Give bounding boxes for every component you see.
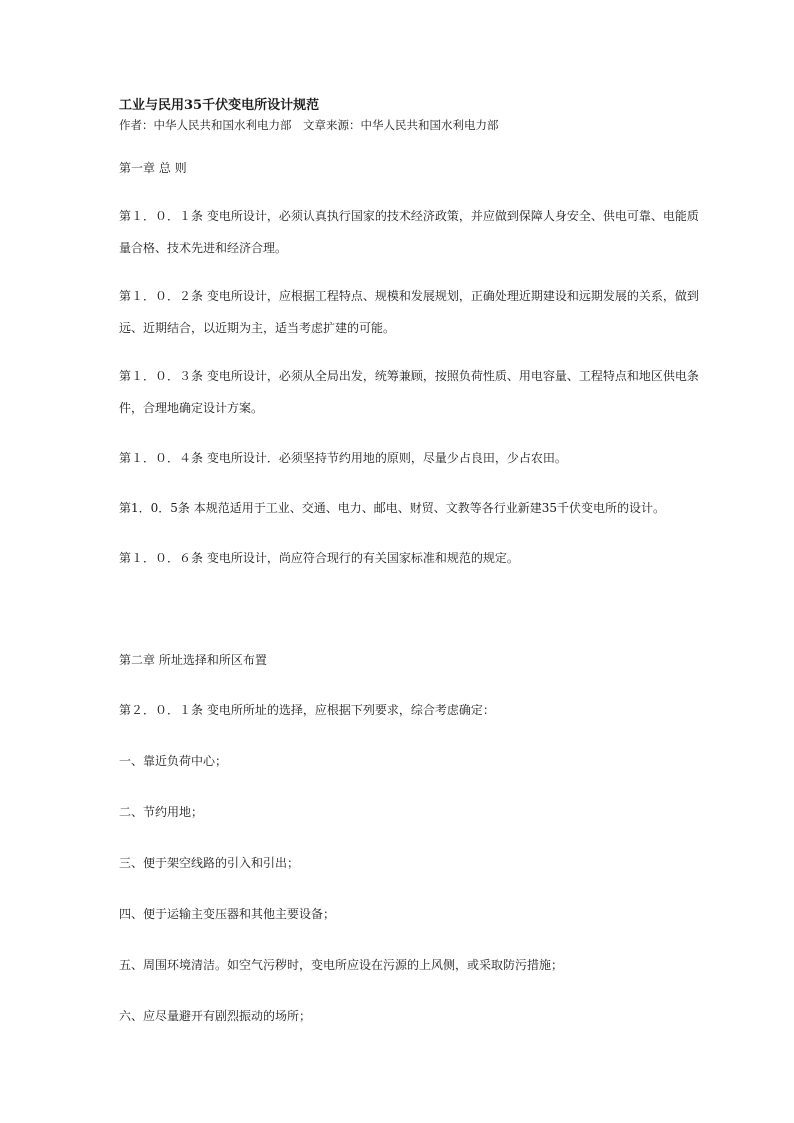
- list-item: 一、靠近负荷中心；: [119, 754, 228, 768]
- article-1-0-2: 第１．０．２条 变电所设计，应根据工程特点、规模和发展规划，正确处理近期建设和远期发展的关系，做到远、近期结合，以近期为主，适当考虑扩建的可能。: [119, 289, 699, 335]
- list-item: 六、应尽量避开有剧烈振动的场所；: [119, 1009, 312, 1023]
- chapter-2-heading: 第二章 所址选择和所区布置: [119, 653, 267, 667]
- chapter-1-heading: 第一章 总 则: [119, 161, 187, 175]
- document-page: [119, 96, 699, 1025]
- article-1-0-1: 第１．０．１条 变电所设计，必须认真执行国家的技术经济政策，并应做到保障人身安全、供电可靠、电能质量合格、技术先进和经济合理。: [119, 209, 699, 255]
- article-1-0-5: 第1．0．5条 本规范适用于工业、交通、电力、邮电、财贸、文教等各行业新建35千伏变电所的设计。: [119, 501, 665, 515]
- list-item: 二、节约用地；: [119, 805, 204, 819]
- list-item: 五、周围环境清洁。如空气污秽时，变电所应设在污源的上风侧，或采取防污措施；: [119, 958, 564, 972]
- document-title: 工业与民用35千伏变电所设计规范: [119, 98, 320, 113]
- article-1-0-6: 第１．０．６条 变电所设计，尚应符合现行的有关国家标准和规范的规定。: [119, 551, 519, 565]
- document-byline: 作者：中华人民共和国水利电力部 文章来源：中华人民共和国水利电力部: [119, 118, 499, 132]
- list-item: 四、便于运输主变压器和其他主要设备；: [119, 907, 336, 921]
- list-item: 三、便于架空线路的引入和引出；: [119, 856, 300, 870]
- article-1-0-4: 第１．０．４条 变电所设计．必须坚持节约用地的原则，尽量少占良田，少占农田。: [119, 451, 567, 465]
- article-2-0-1-block: [119, 701, 699, 1025]
- article-2-0-1: 第２．０．１条 变电所所址的选择，应根据下列要求，综合考虑确定：: [119, 703, 495, 717]
- article-1-0-3: 第１．０．３条 变电所设计，必须从全局出发，统筹兼顾，按照负荷性质、用电容量、工程特点和地区供电条件，合理地确定设计方案。: [119, 369, 699, 415]
